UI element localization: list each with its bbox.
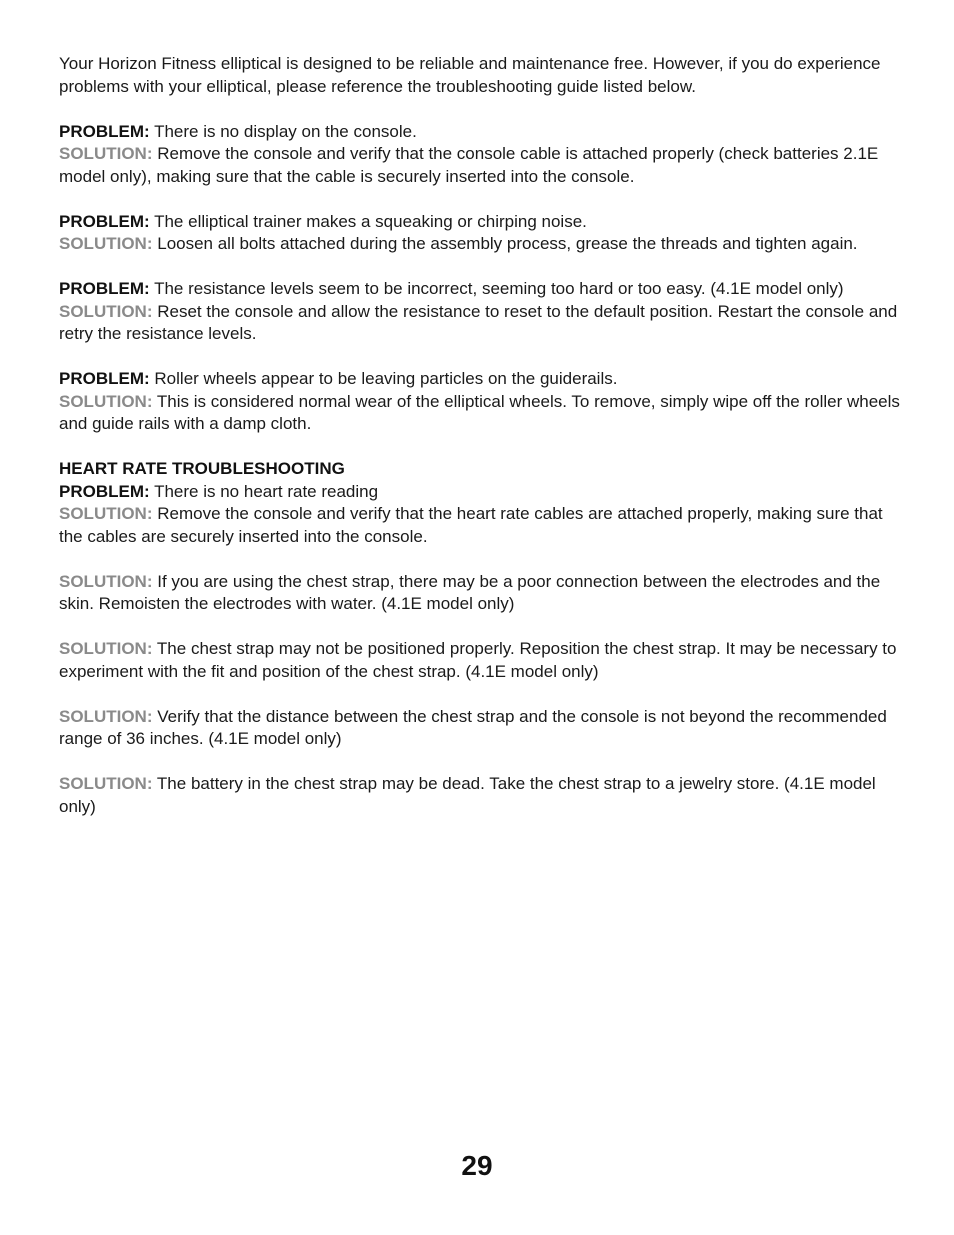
solution-text: This is considered normal wear of the elliptical wheels. To remove, simply wipe off the roller wheels and guide rails with a damp cloth. — [59, 391, 900, 433]
troubleshooting-item-resistance — [59, 278, 901, 346]
problem-text: There is no heart rate reading — [154, 481, 379, 501]
heart-rate-solution — [59, 571, 901, 616]
solution-text: The chest strap may not be positioned properly. Reposition the chest strap. It may be necessary to experiment with the fit and position of the chest strap. (4.1E model only) — [59, 639, 897, 681]
problem-label: PROBLEM: — [59, 121, 150, 141]
problem-label: PROBLEM: — [59, 481, 150, 501]
solution-text: Verify that the distance between the chest strap and the console is not beyond the recommended range of 36 inches. (4.1E model only) — [59, 706, 887, 748]
problem-text: The elliptical trainer makes a squeaking or chirping noise. — [154, 211, 587, 231]
solution-label: SOLUTION: — [59, 706, 153, 726]
solution-line — [59, 391, 901, 436]
solution-text: Loosen all bolts attached during the assembly process, grease the threads and tighten again. — [157, 234, 858, 253]
troubleshooting-item-display — [59, 121, 901, 189]
heart-rate-solution — [59, 706, 901, 751]
problem-line — [59, 368, 901, 391]
problem-line — [59, 211, 901, 234]
page-number: 29 — [461, 1150, 493, 1181]
intro-paragraph: Your Horizon Fitness elliptical is designed to be reliable and maintenance free. However, if you do experience problems with your elliptical, please reference the troubleshooting guide listed below. — [59, 54, 881, 96]
solution-text: Remove the console and verify that the console cable is attached properly (check batteries 2.1E model only), making sure that the cable is securely inserted into the console. — [59, 144, 879, 186]
solution-label: SOLUTION: — [59, 391, 153, 411]
solution-label: SOLUTION: — [59, 774, 153, 793]
problem-text: The resistance levels seem to be incorrect, seeming too hard or too easy. (4.1E model only) — [154, 279, 844, 298]
solution-text: Reset the console and allow the resistance to reset to the default position. Restart the console and retry the resistance levels. — [59, 301, 898, 343]
heart-rate-solution — [59, 773, 901, 818]
heart-rate-section — [59, 458, 901, 548]
solution-text: If you are using the chest strap, there may be a poor connection between the electrodes and the skin. Remoisten the electrodes with water. (4.1E model only) — [59, 571, 881, 613]
solution-label: SOLUTION: — [59, 639, 153, 658]
solution-label: SOLUTION: — [59, 504, 153, 523]
problem-line — [59, 278, 901, 301]
heart-rate-solution — [59, 638, 901, 683]
problem-label: PROBLEM: — [59, 279, 150, 298]
solution-label: SOLUTION: — [59, 234, 153, 253]
problem-line — [59, 121, 901, 144]
troubleshooting-item-roller-wheels — [59, 368, 901, 436]
solution-text: Remove the console and verify that the heart rate cables are attached properly, making sure that the cables are securely inserted into the console. — [59, 504, 883, 546]
problem-text: Roller wheels appear to be leaving particles on the guiderails. — [154, 369, 618, 388]
document-body — [59, 53, 901, 841]
solution-label: SOLUTION: — [59, 571, 153, 591]
section-heading: HEART RATE TROUBLESHOOTING — [59, 459, 345, 478]
solution-label: SOLUTION: — [59, 144, 153, 163]
problem-text: There is no display on the console. — [154, 121, 417, 141]
solution-text: The battery in the chest strap may be dead. Take the chest strap to a jewelry store. (4.1E model only) — [59, 774, 876, 816]
solution-label: SOLUTION: — [59, 301, 153, 321]
troubleshooting-item-noise — [59, 211, 901, 256]
solution-line — [59, 233, 901, 256]
problem-label: PROBLEM: — [59, 369, 150, 388]
problem-label: PROBLEM: — [59, 211, 150, 231]
solution-line — [59, 301, 901, 346]
problem-line — [59, 481, 901, 504]
solution-line — [59, 143, 901, 188]
solution-line — [59, 503, 901, 548]
